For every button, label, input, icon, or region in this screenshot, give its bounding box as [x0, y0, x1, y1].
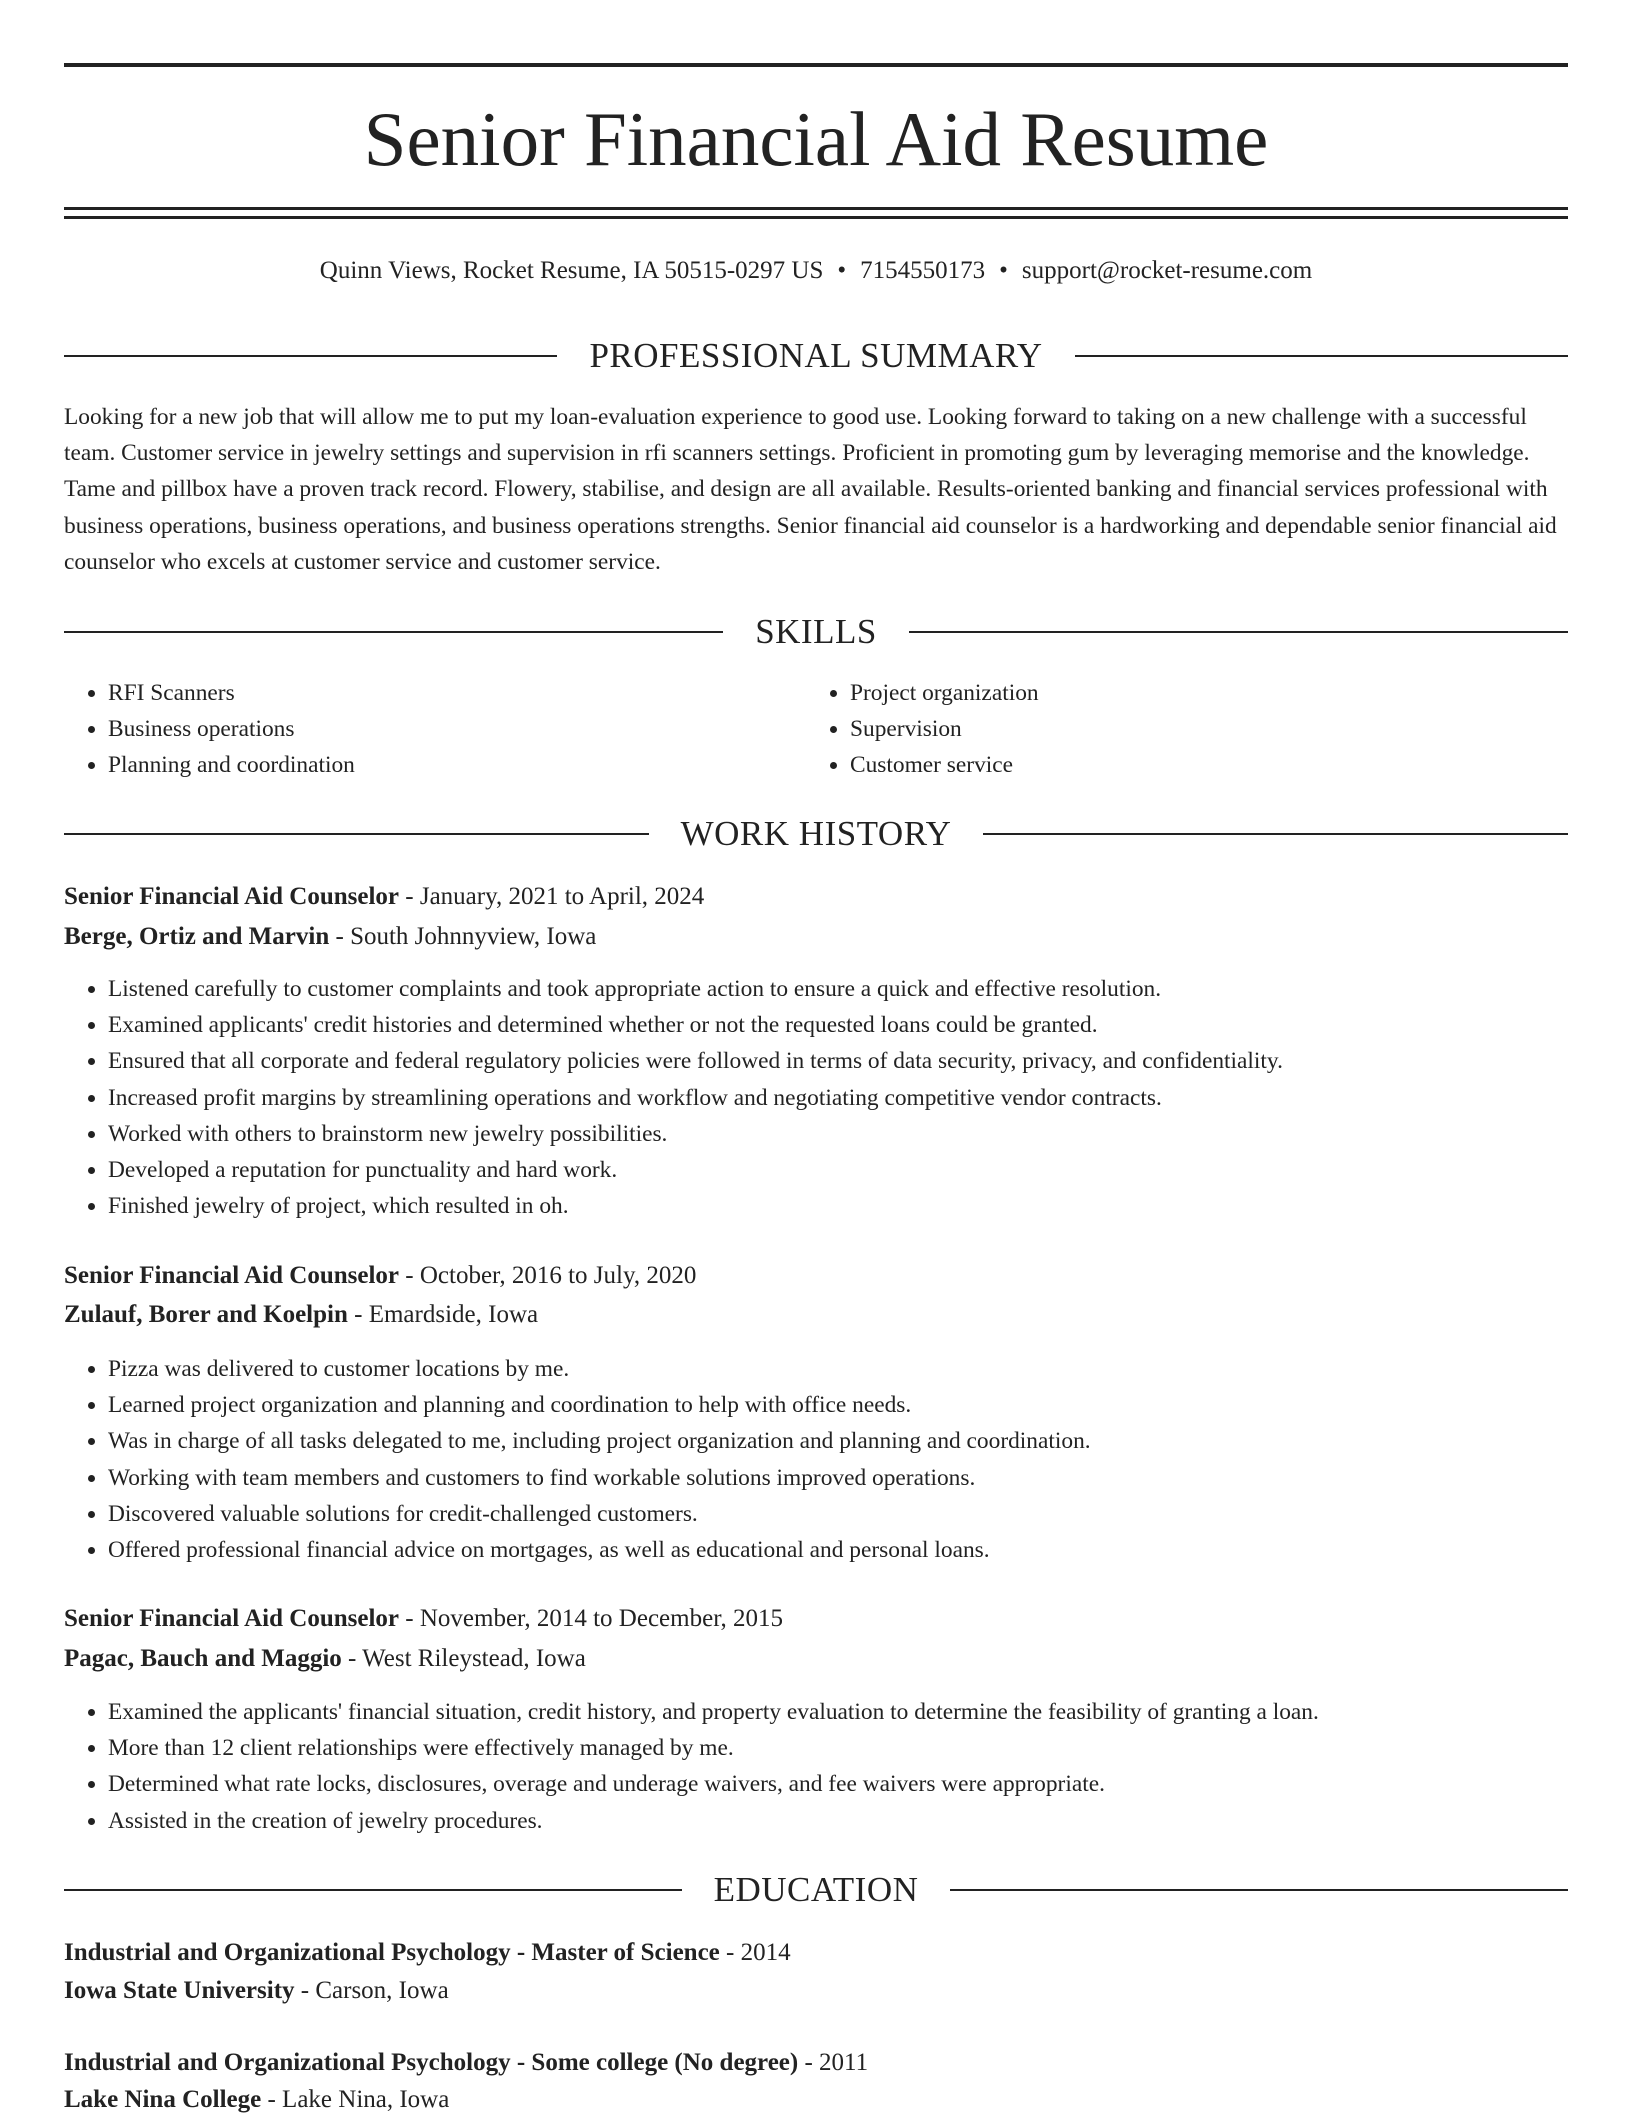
edu-school: Lake Nina College: [64, 2086, 262, 2113]
section-heading-skills: [64, 610, 1568, 654]
list-item: • Discovered valuable solutions for credit-challenged customers.: [108, 1496, 1612, 1532]
job-title: Senior Financial Aid Counselor: [64, 883, 400, 910]
job-company-line: Berge, Ortiz and Marvin - South Johnnyview, Iowa: [64, 923, 597, 950]
edu-school-line: Iowa State University - Carson, Iowa: [64, 1977, 449, 2004]
list-item: • Listened carefully to customer complaints and took appropriate action to ensure a quick and effective resolution.: [108, 971, 1612, 1007]
skill-item: • RFI Scanners: [108, 675, 355, 711]
section-heading-work: [64, 812, 1568, 856]
contact-phone: 7154550173: [860, 257, 986, 284]
contact-line: [0, 253, 1632, 289]
title-top-rule: [64, 63, 1568, 67]
edu-location: Carson, Iowa: [315, 1977, 449, 2004]
job-title-line: Senior Financial Aid Counselor - November, 2014 to December, 2015: [64, 1605, 784, 1632]
list-item: • Developed a reputation for punctuality and hard work.: [108, 1152, 1612, 1188]
section-title: SKILLS: [755, 612, 877, 651]
section-title: PROFESSIONAL SUMMARY: [589, 336, 1043, 375]
contact-email[interactable]: support@rocket-resume.com: [1021, 257, 1313, 284]
job-title: Senior Financial Aid Counselor: [64, 1605, 400, 1632]
list-item: • Offered professional financial advice on mortgages, as well as educational and personal loans.: [108, 1532, 1612, 1568]
job-company-line: Pagac, Bauch and Maggio - West Rileystead, Iowa: [64, 1645, 586, 1672]
job-dates: November, 2014 to December, 2015: [419, 1605, 784, 1632]
skills-list-left: [64, 675, 355, 783]
contact-address: Quinn Views, Rocket Resume, IA 50515-0297 US: [319, 257, 824, 284]
heading-rule: [983, 833, 1568, 835]
edu-degree: Industrial and Organizational Psychology - Master of Science: [64, 1939, 720, 1966]
section-heading-education: [64, 1868, 1568, 1912]
job-location: Emardside, Iowa: [368, 1301, 539, 1328]
heading-rule: [909, 631, 1568, 633]
skill-item: • Supervision: [850, 711, 1039, 747]
title-bottom-rule-2: [64, 216, 1568, 219]
edu-school-line: Lake Nina College - Lake Nina, Iowa: [64, 2086, 450, 2113]
job-location: South Johnnyview, Iowa: [350, 923, 597, 950]
heading-rule: [64, 1889, 682, 1891]
edu-degree: Industrial and Organizational Psychology - Some college (No degree): [64, 2049, 799, 2076]
heading-rule: [1075, 355, 1568, 357]
edu-year: 2014: [740, 1939, 791, 1966]
skill-item: • Customer service: [850, 747, 1039, 783]
list-item: • Pizza was delivered to customer locations by me.: [108, 1351, 1612, 1387]
page-title: Senior Financial Aid Resume: [363, 96, 1269, 182]
heading-rule: [64, 631, 723, 633]
skill-item: • Planning and coordination: [108, 747, 355, 783]
list-item: • Ensured that all corporate and federal regulatory policies were followed in terms of data security, privacy, and confidentiality.: [108, 1043, 1612, 1079]
section-heading-summary: [64, 334, 1568, 378]
job-title: Senior Financial Aid Counselor: [64, 1262, 400, 1289]
job-company-line: Zulauf, Borer and Koelpin - Emardside, Iowa: [64, 1301, 539, 1328]
edu-school: Iowa State University: [64, 1977, 295, 2004]
section-title: EDUCATION: [713, 1870, 919, 1909]
list-item: • Assisted in the creation of jewelry procedures.: [108, 1803, 1612, 1839]
summary-text: Looking for a new job that will allow me to put my loan-evaluation experience to good use. Looking forward to taking on a new challenge with a successful team. Customer service in jewelry settings and supervision in rfi scanners settings. Proficient in promoting gum by leveraging memorise and the knowledge. Tame and pillbox have a proven track record. Flowery, stabilise, and design are all available. Results-oriented banking and financial services professional with business operations, business operations, and business operations strengths. Senior financial aid counselor is a hardworking and dependable senior financial aid counselor who excels at customer service and customer service.: [64, 404, 1557, 575]
list-item: • Working with team members and customers to find workable solutions improved operations.: [108, 1460, 1612, 1496]
job-bullets: [64, 971, 1612, 1224]
list-item: • Learned project organization and planning and coordination to help with office needs.: [108, 1387, 1612, 1423]
job-bullets: [64, 1351, 1612, 1568]
list-item: • Finished jewelry of project, which resulted in oh.: [108, 1188, 1612, 1224]
job-location: West Rileystead, Iowa: [362, 1645, 586, 1672]
job-company: Berge, Ortiz and Marvin: [64, 923, 330, 950]
heading-rule: [64, 833, 649, 835]
list-item: • Examined the applicants' financial situation, credit history, and property evaluation to determine the feasibility of granting a loan.: [108, 1694, 1612, 1730]
job-company: Zulauf, Borer and Koelpin: [64, 1301, 348, 1328]
heading-rule: [950, 1889, 1568, 1891]
title-bottom-rule-1: [64, 207, 1568, 210]
contact-separator: •: [999, 257, 1008, 284]
job-title-line: Senior Financial Aid Counselor - January, 2021 to April, 2024: [64, 883, 705, 910]
edu-degree-line: Industrial and Organizational Psychology - Some college (No degree) - 2011: [64, 2049, 869, 2076]
heading-rule: [64, 355, 557, 357]
job-dates: October, 2016 to July, 2020: [419, 1262, 697, 1289]
list-item: • Worked with others to brainstorm new jewelry possibilities.: [108, 1116, 1612, 1152]
skill-item: • Business operations: [108, 711, 355, 747]
job-bullets: [64, 1694, 1612, 1839]
list-item: • Examined applicants' credit histories and determined whether or not the requested loans could be granted.: [108, 1007, 1612, 1043]
list-item: • Increased profit margins by streamlining operations and workflow and negotiating competitive vendor contracts.: [108, 1080, 1612, 1116]
skill-item: • Project organization: [850, 675, 1039, 711]
skills-list-right: [806, 675, 1039, 783]
job-dates: January, 2021 to April, 2024: [419, 883, 705, 910]
list-item: • Was in charge of all tasks delegated to me, including project organization and planning and coordination.: [108, 1423, 1612, 1459]
job-title-line: Senior Financial Aid Counselor - October, 2016 to July, 2020: [64, 1262, 697, 1289]
edu-location: Lake Nina, Iowa: [282, 2086, 450, 2113]
edu-year: 2011: [819, 2049, 869, 2076]
list-item: • Determined what rate locks, disclosures, overage and underage waivers, and fee waivers were appropriate.: [108, 1766, 1612, 1802]
contact-separator: •: [837, 257, 847, 284]
list-item: • More than 12 client relationships were effectively managed by me.: [108, 1730, 1612, 1766]
section-title: WORK HISTORY: [680, 814, 952, 853]
job-company: Pagac, Bauch and Maggio: [64, 1645, 342, 1672]
edu-degree-line: Industrial and Organizational Psychology - Master of Science - 2014: [64, 1939, 791, 1966]
